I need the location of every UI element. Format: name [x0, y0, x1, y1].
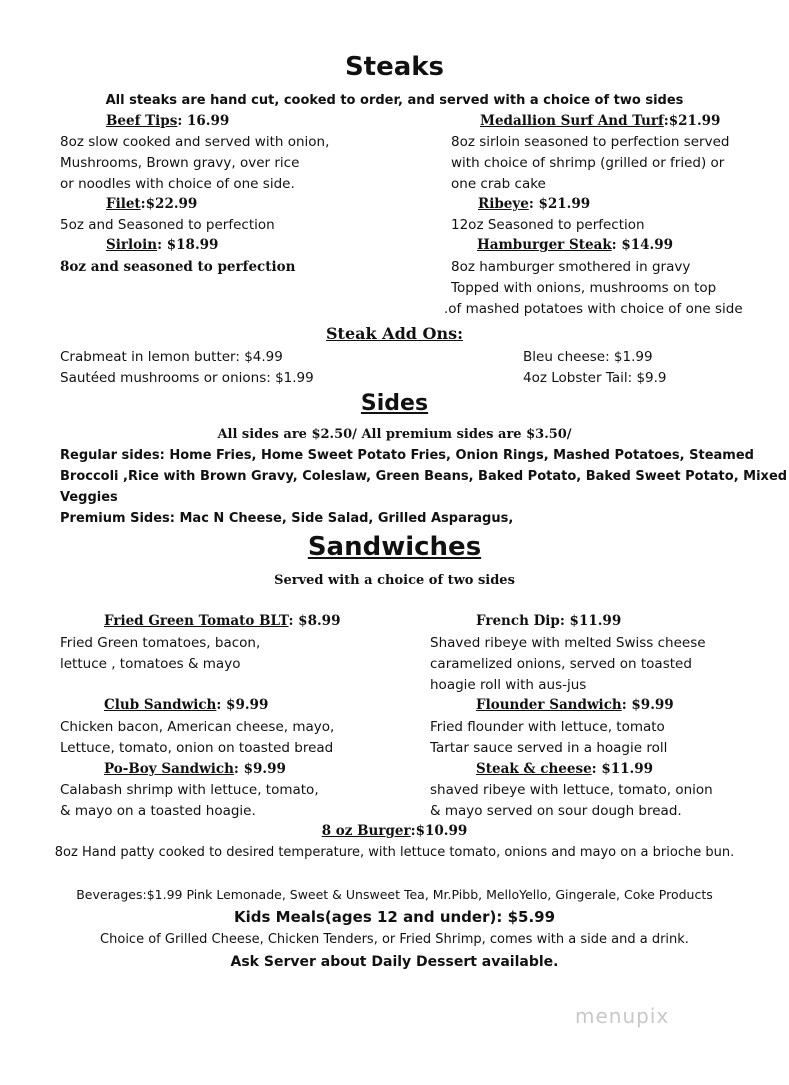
hamburger-steak-name: Hamburger Steak	[477, 237, 612, 253]
beef-tips-desc-2: Mushrooms, Brown gravy, over rice	[60, 155, 300, 171]
fgt-heading	[104, 613, 340, 629]
beef-tips-desc-3: or noodles with choice of one side.	[60, 176, 295, 192]
steak-cheese-name: Steak & cheese	[476, 761, 592, 777]
french-dip-desc-3: hoagie roll with aus-jus	[430, 677, 587, 693]
french-dip-desc-2: caramelized onions, served on toasted	[430, 656, 692, 672]
hamburger-steak-desc-2: Topped with onions, mushrooms on top	[451, 280, 717, 296]
medallion-desc-1: 8oz sirloin seasoned to perfection served	[451, 134, 730, 150]
club-price: : $9.99	[216, 697, 269, 713]
sides-premium: Premium Sides: Mac N Cheese, Side Salad, Grilled Asparagus,	[60, 511, 514, 526]
french-dip-heading: French Dip: $11.99	[476, 613, 622, 629]
addon-crabmeat: Crabmeat in lemon butter: $4.99	[60, 349, 283, 365]
sides-regular-2: Broccoli ,Rice with Brown Gravy, Coleslaw, Green Beans, Baked Potato, Baked Sweet Potato, Mixed	[60, 469, 788, 484]
ribeye-price: : $21.99	[528, 196, 591, 212]
club-desc-1: Chicken bacon, American cheese, mayo,	[60, 719, 335, 735]
sides-regular-1: Regular sides: Home Fries, Home Sweet Potato Fries, Onion Rings, Mashed Potatoes, Steamed	[60, 448, 754, 463]
hamburger-steak-heading	[477, 237, 673, 253]
sides-title: Sides	[360, 391, 429, 416]
steaks-subtitle: All steaks are hand cut, cooked to order, and served with a choice of two sides	[105, 93, 684, 108]
ribeye-heading	[478, 196, 590, 212]
steak-cheese-desc-1: shaved ribeye with lettuce, tomato, onion	[430, 782, 713, 798]
beef-tips-heading	[106, 113, 229, 129]
poboy-name: Po-Boy Sandwich	[104, 761, 234, 777]
flounder-name: Flounder Sandwich	[476, 697, 622, 713]
kids-meals-title: Kids Meals(ages 12 and under): $5.99	[233, 908, 556, 926]
fgt-desc-1: Fried Green tomatoes, bacon,	[60, 635, 261, 651]
sirloin-price: : $18.99	[157, 237, 219, 253]
filet-heading	[106, 196, 197, 212]
dessert-note: Ask Server about Daily Dessert available.	[230, 954, 559, 970]
poboy-price: : $9.99	[233, 761, 286, 777]
medallion-desc-3: one crab cake	[451, 176, 546, 192]
filet-name: Filet	[106, 196, 141, 212]
burger-name: 8 oz Burger	[321, 823, 411, 839]
kids-meals-desc: Choice of Grilled Cheese, Chicken Tenders, or Fried Shrimp, comes with a side and a drink.	[100, 932, 689, 947]
hamburger-steak-price: : $14.99	[611, 237, 674, 253]
flounder-price: : $9.99	[621, 697, 674, 713]
flounder-heading	[476, 697, 674, 713]
fgt-name: Fried Green Tomato BLT	[104, 613, 289, 629]
fgt-price: : $8.99	[288, 613, 341, 629]
club-heading	[104, 697, 268, 713]
sirloin-desc: 8oz and seasoned to perfection	[60, 259, 296, 275]
sandwiches-subtitle: Served with a choice of two sides	[274, 573, 515, 588]
medallion-name: Medallion Surf And Turf	[480, 113, 664, 129]
menupix-watermark: menupix	[575, 1004, 670, 1028]
steak-cheese-heading	[476, 761, 653, 777]
poboy-desc-2: & mayo on a toasted hoagie.	[60, 803, 256, 819]
beef-tips-name: Beef Tips	[106, 113, 178, 129]
poboy-desc-1: Calabash shrimp with lettuce, tomato,	[60, 782, 319, 798]
flounder-desc-1: Fried flounder with lettuce, tomato	[430, 719, 665, 735]
fgt-desc-2: lettuce , tomatoes & mayo	[60, 656, 241, 672]
sandwiches-title: Sandwiches	[307, 532, 482, 562]
medallion-heading	[480, 113, 720, 129]
ribeye-name: Ribeye	[478, 196, 529, 212]
medallion-desc-2: with choice of shrimp (grilled or fried) or	[451, 155, 725, 171]
filet-desc: 5oz and Seasoned to perfection	[60, 217, 275, 233]
addons-title: Steak Add Ons:	[326, 324, 463, 343]
steaks-title: Steaks	[344, 52, 445, 82]
steak-cheese-price: : $11.99	[591, 761, 654, 777]
sides-regular-3: Veggies	[60, 490, 118, 505]
sides-subtitle: All sides are $2.50/ All premium sides are $3.50/	[217, 427, 572, 442]
addon-bleu-cheese: Bleu cheese: $1.99	[523, 349, 653, 365]
steak-cheese-desc-2: & mayo served on sour dough bread.	[430, 803, 682, 819]
club-name: Club Sandwich	[104, 697, 217, 713]
addon-mushrooms: Sautéed mushrooms or onions: $1.99	[60, 370, 314, 386]
filet-price: :$22.99	[140, 196, 198, 212]
ribeye-desc: 12oz Seasoned to perfection	[451, 217, 645, 233]
poboy-heading	[104, 761, 286, 777]
addon-lobster-tail: 4oz Lobster Tail: $9.9	[523, 370, 667, 386]
flounder-desc-2: Tartar sauce served in a hoagie roll	[430, 740, 668, 756]
sirloin-name: Sirloin	[106, 237, 158, 253]
beef-tips-desc-1: 8oz slow cooked and served with onion,	[60, 134, 330, 150]
beef-tips-price: : 16.99	[177, 113, 230, 129]
burger-heading	[0, 823, 789, 839]
beverages-line: Beverages:$1.99 Pink Lemonade, Sweet & Unsweet Tea, Mr.Pibb, MelloYello, Gingerale, Coke Products	[76, 887, 713, 902]
hamburger-steak-desc-3: .of mashed potatoes with choice of one side	[444, 301, 743, 317]
burger-price: :$10.99	[410, 823, 468, 839]
sirloin-heading	[106, 237, 218, 253]
club-desc-2: Lettuce, tomato, onion on toasted bread	[60, 740, 334, 756]
french-dip-desc-1: Shaved ribeye with melted Swiss cheese	[430, 635, 706, 651]
medallion-price: :$21.99	[663, 113, 721, 129]
burger-desc: 8oz Hand patty cooked to desired temperature, with lettuce tomato, onions and mayo on a brioche bun.	[54, 845, 735, 860]
hamburger-steak-desc-1: 8oz hamburger smothered in gravy	[451, 259, 691, 275]
